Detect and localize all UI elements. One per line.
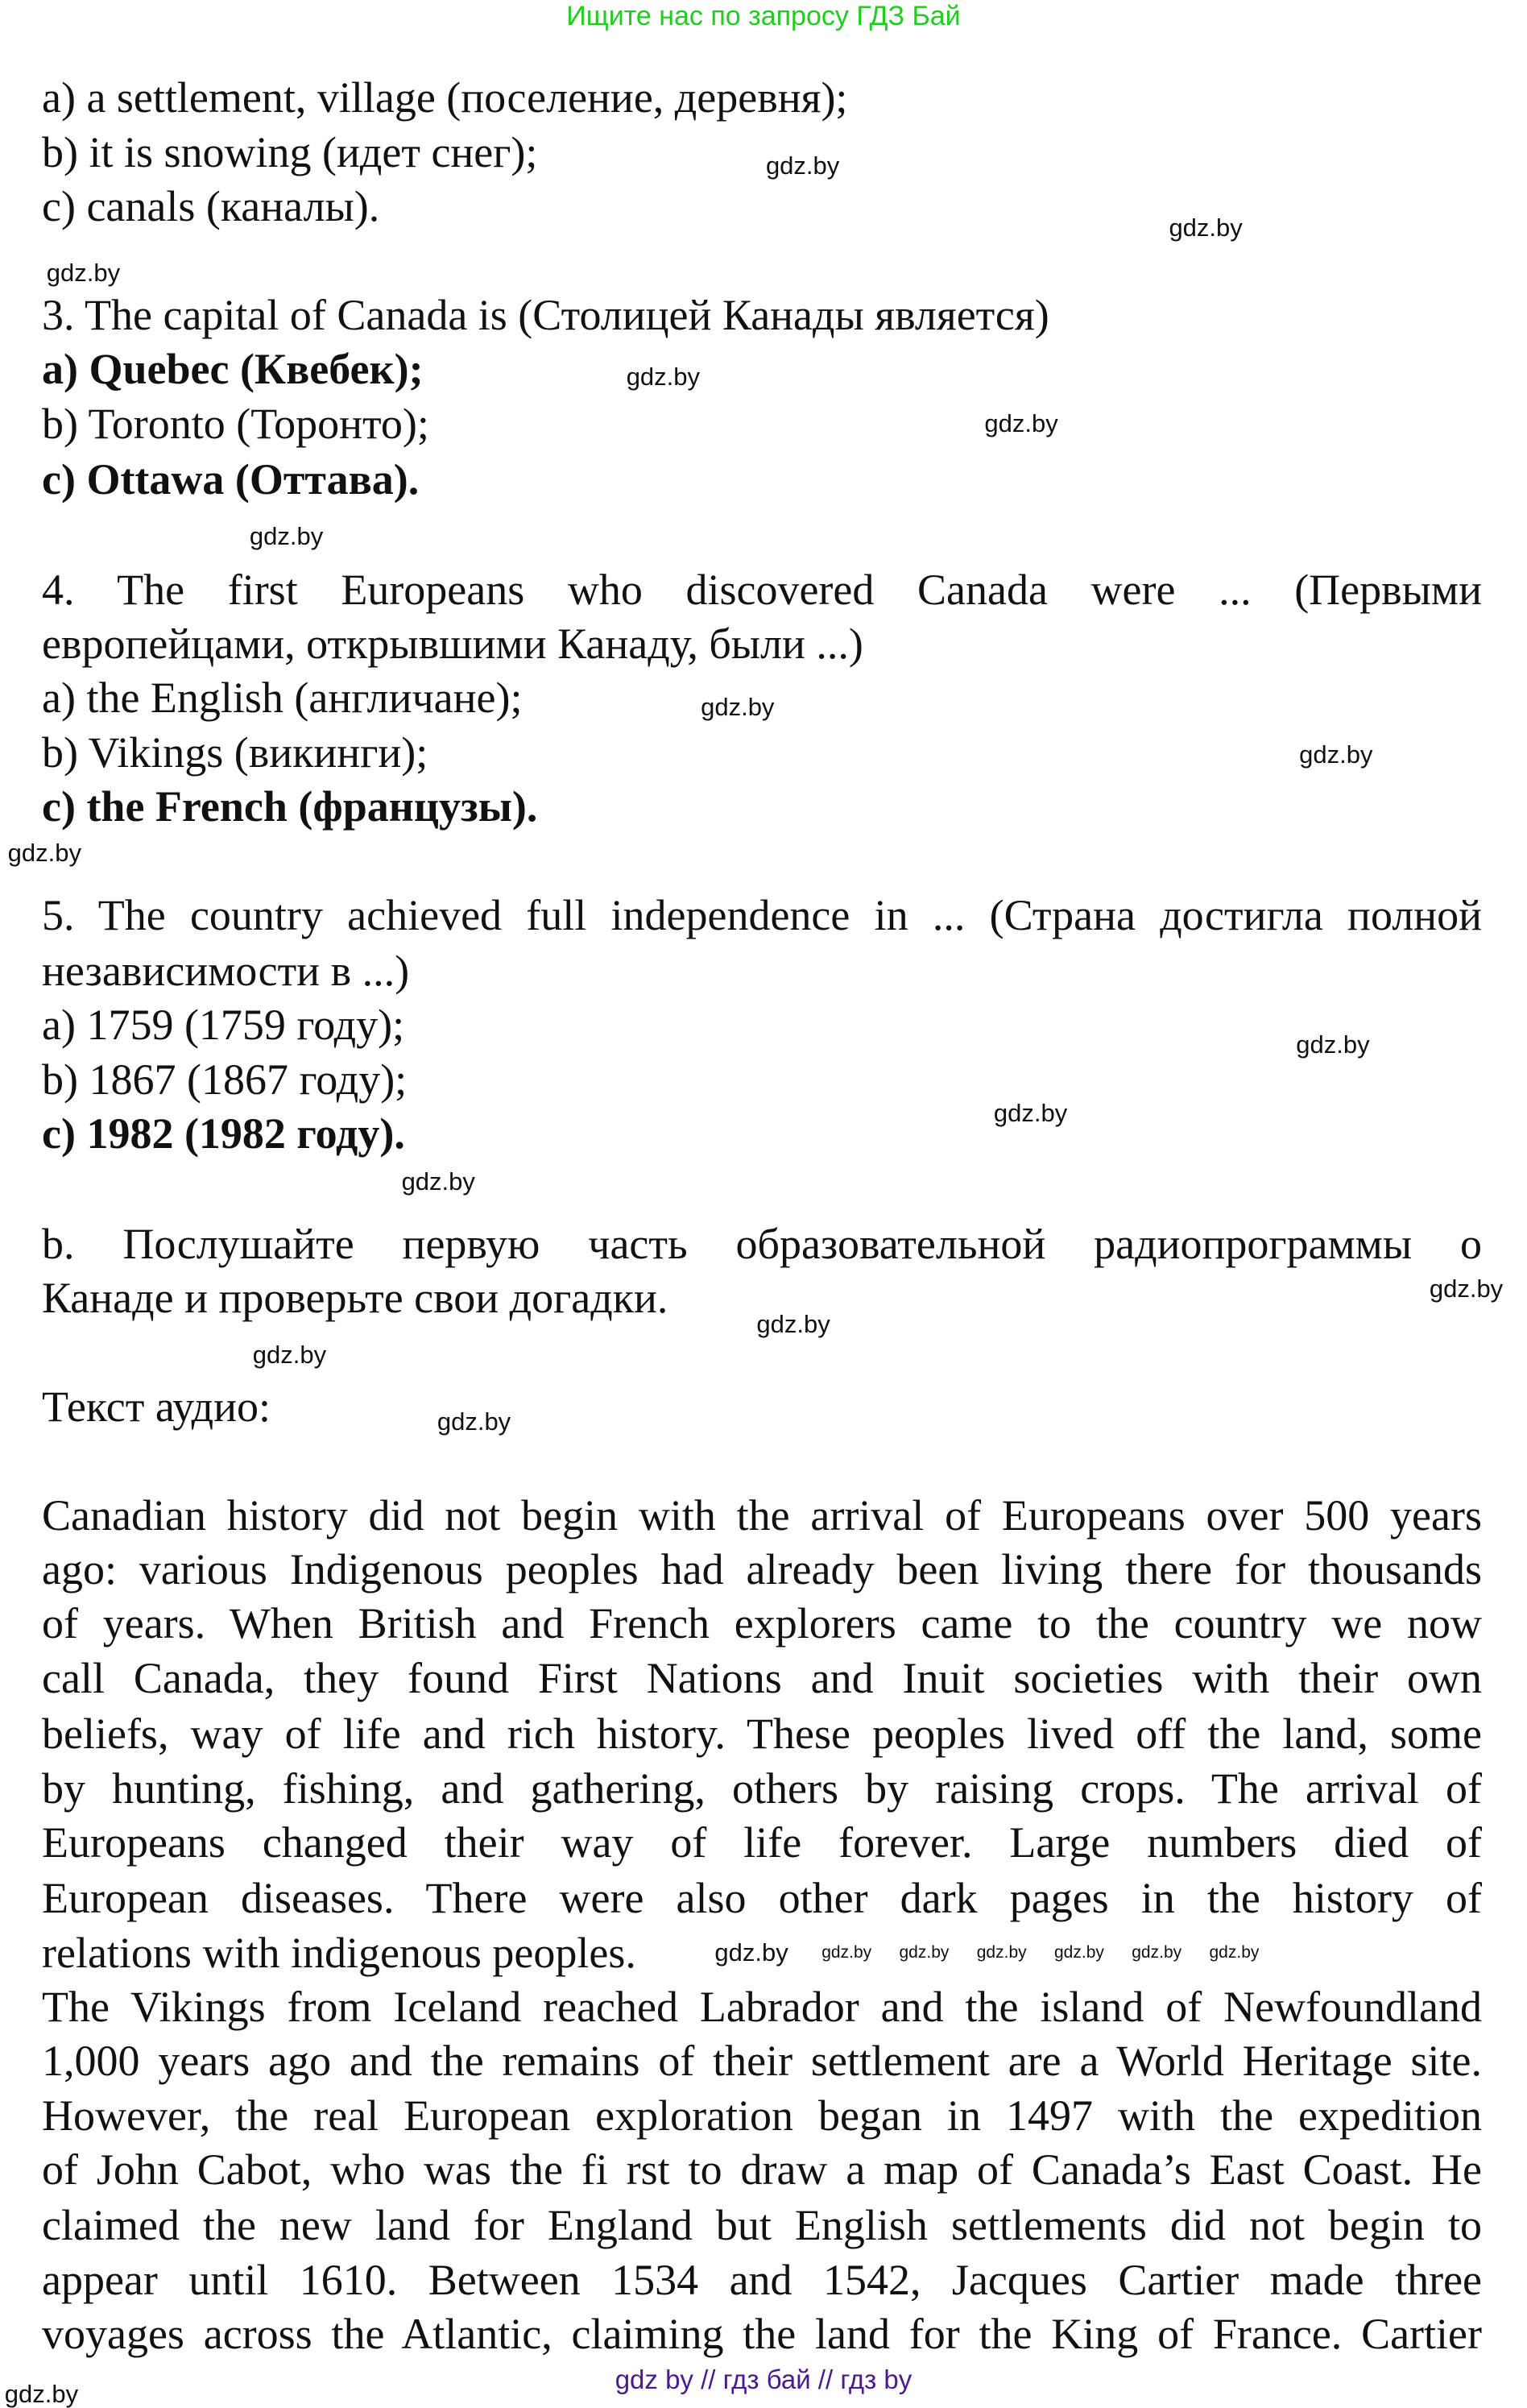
text-line: Канаде и проверьте свои догадки. (42, 1274, 668, 1323)
text-line: c) 1982 (1982 году). (42, 1109, 405, 1158)
watermark: gdz.by (899, 1942, 950, 1962)
watermark: gdz.by (1429, 1274, 1504, 1303)
text-line: a) 1759 (1759 году); (42, 1001, 405, 1050)
text-line: relations with indigenous peoples. (42, 1928, 636, 1977)
watermark: gdz.by (46, 258, 121, 287)
text-line: 5. The country achieved full independence in ... (Страна достигла полной (42, 890, 1482, 939)
watermark: gdz.by (701, 692, 775, 721)
text-line: b) Toronto (Торонто); (42, 399, 429, 448)
text-line: Canadian history did not begin with the arrival of Europeans over 500 years (42, 1490, 1482, 1540)
text-line: claimed the new land for England but English settlements did not begin to (42, 2201, 1482, 2250)
text-line: c) canals (каналы). (42, 182, 380, 231)
watermark: gdz.by (4, 2380, 79, 2408)
watermark: gdz.by (252, 1341, 327, 1370)
text-line: независимости в ...) (42, 947, 410, 996)
watermark: gdz.by (1132, 1942, 1182, 1962)
text-line: a) Quebec (Квебек); (42, 345, 424, 394)
watermark: gdz.by (765, 151, 840, 180)
text-line: b) it is snowing (идет снег); (42, 127, 538, 176)
text-line: However, the real European exploration began in 1497 with the expedition (42, 2091, 1482, 2140)
footer-links[interactable]: gdz by // гдз бай // гдз by (615, 2364, 912, 2394)
watermark: gdz.by (993, 1099, 1068, 1128)
text-line: The Vikings from Iceland reached Labrador and the island of Newfoundland (42, 1982, 1482, 2031)
text-line: b) 1867 (1867 году); (42, 1055, 408, 1104)
watermark: gdz.by (401, 1167, 475, 1196)
text-line: Текст аудио: (42, 1382, 271, 1431)
text-line: c) the French (французы). (42, 782, 538, 831)
text-line: a) the English (англичане); (42, 673, 523, 723)
text-line: b. Послушайте первую часть образовательной радиопрограммы о (42, 1219, 1482, 1268)
text-line: call Canada, they found First Nations and Inuit societies with their own (42, 1653, 1482, 1702)
watermark: gdz.by (756, 1309, 830, 1338)
text-line: of years. When British and French explorers came to the country we now (42, 1599, 1482, 1648)
watermark: gdz.by (437, 1407, 511, 1436)
text-line: 4. The first Europeans who discovered Canada were ... (Первыми (42, 565, 1482, 614)
text-line: c) Ottawa (Оттава). (42, 454, 420, 504)
watermark: gdz.by (1299, 740, 1373, 769)
watermark: gdz.by (1054, 1942, 1104, 1962)
text-line: by hunting, fishing, and gathering, others by raising crops. The arrival of (42, 1764, 1482, 1813)
watermark: gdz.by (984, 408, 1058, 437)
text-line: 1,000 years ago and the remains of their settlement are a World Heritage site. (42, 2037, 1482, 2086)
site-banner: Ищите нас по запросу ГДЗ Бай (566, 1, 961, 31)
watermark: gdz.by (1209, 1942, 1260, 1962)
watermark: gdz.by (1169, 213, 1243, 242)
text-line: European diseases. There were also other dark pages in the history of (42, 1874, 1482, 1923)
text-line: 3. The capital of Canada is (Столицей Канады является) (42, 290, 1049, 339)
text-line: of John Cabot, who was the fi rst to draw a map of Canada’s East Coast. He (42, 2145, 1482, 2195)
text-line: beliefs, way of life and rich history. These peoples lived off the land, some (42, 1710, 1482, 1759)
watermark: gdz.by (626, 362, 701, 391)
text-line: a) a settlement, village (поселение, деревня); (42, 73, 848, 122)
watermark: gdz.by (714, 1938, 788, 1967)
watermark: gdz.by (7, 838, 81, 867)
text-line: b) Vikings (викинги); (42, 727, 428, 777)
text-line: Europeans changed their way of life forever. Large numbers died of (42, 1817, 1482, 1867)
watermark: gdz.by (249, 522, 324, 551)
text-line: европейцами, открывшими Канаду, были ...) (42, 619, 863, 668)
watermark: gdz.by (1296, 1030, 1370, 1059)
text-line: appear until 1610. Between 1534 and 1542, Jacques Cartier made three (42, 2255, 1482, 2304)
text-line: voyages across the Atlantic, claiming the land for the King of France. Cartier (42, 2310, 1482, 2359)
watermark: gdz.by (976, 1942, 1027, 1962)
watermark: gdz.by (821, 1942, 872, 1962)
text-line: ago: various Indigenous peoples had already been living there for thousands (42, 1545, 1482, 1594)
